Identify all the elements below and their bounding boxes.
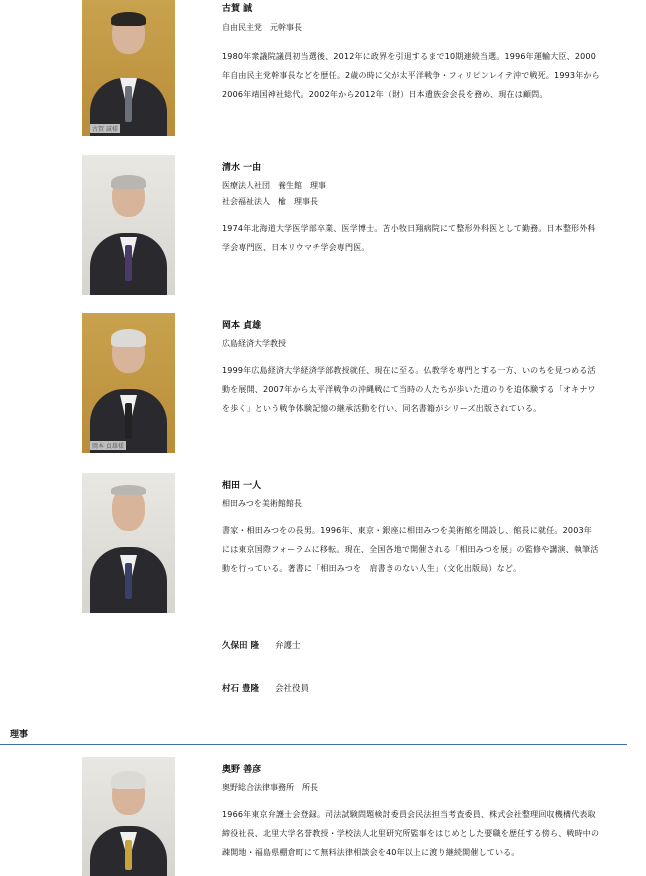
- person-bio: 1966年東京弁護士会登録。司法試験問題検討委員会民法担当考査委員、株式会社整理回収機構代表取締役社長、北里大学名誉教授・学校法人北里研究所監事をはじめとした要職を歴任する傍ら、戦時中の疎開地・福島県棚倉町にて無料法律相談会を40年以上に渡り継続開催している。: [222, 810, 600, 857]
- person-bio: 1999年広島経済大学経済学部教授就任、現在に至る。仏教学を専門とする一方、いのちを見つめる活動を展開、2007年から太平洋戦争の沖縄戦にて当時の人たちが歩いた道のりを追体験する「オキナワを歩く」という戦争体験記憶の継承活動を行い、同名書籍がシリーズ出版されている。: [222, 366, 596, 413]
- person-name: 相田 一人: [222, 481, 262, 491]
- person-title: 奥野総合法律事務所 所長: [222, 783, 318, 792]
- section-heading: 理事: [10, 730, 29, 740]
- person-name: 久保田 隆: [222, 641, 259, 651]
- simple-entry: [222, 639, 300, 651]
- photo-caption: 古賀 誠様: [92, 126, 118, 133]
- person-bio: 1980年衆議院議員初当選後、2012年に政界を引退するまで10期連続当選。1996年運輸大臣、2000年自由民主党幹事長などを歴任。2歳の時に父が太平洋戦争・フィリピンレイテ沖で戦死。1993年から2006年靖国神社総代。2002年から2012年（財）日本遺族会会長を務め、現在は顧問。: [222, 52, 600, 99]
- section-divider: [0, 744, 627, 745]
- photo-caption: 岡本 貞雄様: [92, 443, 124, 450]
- person-role: 会社役員: [274, 684, 309, 694]
- portrait-photo: [82, 313, 175, 453]
- person-title: 相田みつを美術館館長: [222, 499, 302, 508]
- person-bio: 書家・相田みつをの長男。1996年、東京・銀座に相田みつを美術館を開設し、館長に就任。2003年には東京国際フォーラムに移転。現在、全国各地で開催される「相田みつを展」の監修や講演、執筆活動を行っている。著書に「相田みつを 肩書きのない人生」（文化出版局）など。: [222, 526, 599, 573]
- person-title: 広島経済大学教授: [222, 339, 286, 348]
- person-role: 弁護士: [274, 641, 301, 651]
- person-name: 古賀 誠: [222, 4, 253, 14]
- simple-entry: [222, 682, 309, 694]
- person-title: 医療法人社団 養生館 理事: [222, 181, 326, 190]
- person-title: 自由民主党 元幹事長: [222, 23, 302, 32]
- portrait-photo: [82, 473, 175, 613]
- portrait-photo: [82, 757, 175, 876]
- portrait-photo: [82, 0, 175, 136]
- person-bio: 1974年北海道大学医学部卒業、医学博士。苫小牧日翔病院にて整形外科医として勤務。日本整形外科学会専門医、日本リウマチ学会専門医。: [222, 224, 596, 252]
- person-name: 村石 豊隆: [222, 684, 259, 694]
- person-name: 奥野 善彦: [222, 765, 262, 775]
- person-name: 岡本 貞雄: [222, 321, 262, 331]
- person-title: 社会福祉法人 楡 理事長: [222, 197, 318, 206]
- portrait-photo: [82, 155, 175, 295]
- person-name: 清水 一由: [222, 163, 262, 173]
